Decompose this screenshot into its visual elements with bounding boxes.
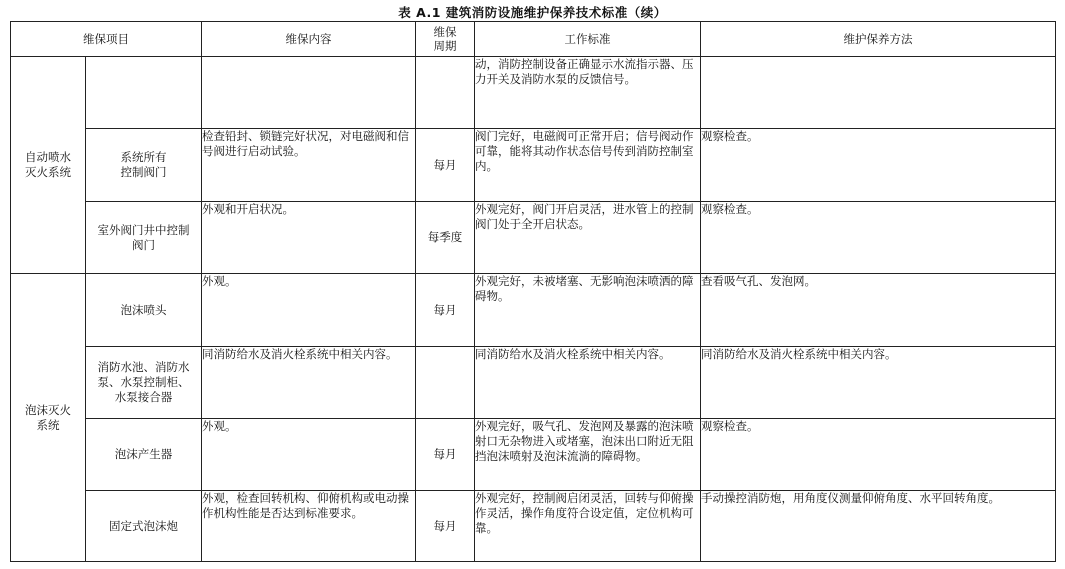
- method-cell: 观察检查。: [701, 202, 1056, 274]
- standard-cell: 外观完好，控制阀启闭灵活，回转与仰俯操作灵活，操作角度符合设定值，定位机构可靠。: [475, 491, 701, 562]
- content-cell: 外观和开启状况。: [202, 202, 416, 274]
- table-row: [11, 419, 1056, 491]
- standard-cell: 动，消防控制设备正确显示水流指示器、压力开关及消防水泵的反馈信号。: [475, 57, 701, 129]
- subitem-label: 室外阀门井中控制 阀门: [97, 222, 190, 252]
- subitem-cell: [86, 129, 202, 202]
- header-item: 维保项目: [11, 22, 202, 57]
- content-cell: 检查铅封、锁链完好状况，对电磁阀和信号阀进行启动试验。: [202, 129, 416, 202]
- group-name: 泡沫灭火 系统: [25, 402, 71, 432]
- subitem-cell: [86, 202, 202, 274]
- subitem-cell: [86, 347, 202, 419]
- header-method: 维护保养方法: [701, 22, 1056, 57]
- period-cell: 每月: [416, 129, 475, 202]
- header-standard: 工作标准: [475, 22, 701, 57]
- standard-cell: 外观完好，吸气孔、发泡网及暴露的泡沫喷射口无杂物进入或堵塞，泡沫出口附近无阻挡泡沫喷射及泡沫流淌的障碍物。: [475, 419, 701, 491]
- subitem-cell: 泡沫喷头: [86, 274, 202, 347]
- subitem-cell: 固定式泡沫炮: [86, 491, 202, 562]
- method-cell: 查看吸气孔、发泡网。: [701, 274, 1056, 347]
- header-period-text: 维保 周期: [433, 25, 457, 53]
- content-cell: 外观，检查回转机构、仰俯机构或电动操作机构性能是否达到标准要求。: [202, 491, 416, 562]
- standard-cell: 阀门完好，电磁阀可正常开启；信号阀动作可靠，能将其动作状态信号传到消防控制室内。: [475, 129, 701, 202]
- group-cell-sprinkler: [11, 57, 86, 274]
- table-row: [11, 491, 1056, 562]
- method-cell: [701, 57, 1056, 129]
- period-cell: 每月: [416, 491, 475, 562]
- header-content: 维保内容: [202, 22, 416, 57]
- header-period: [416, 22, 475, 57]
- subitem-label: 系统所有 控制阀门: [120, 150, 167, 179]
- maintenance-standards-table: [10, 21, 1056, 562]
- standard-cell: 同消防给水及消火栓系统中相关内容。: [475, 347, 701, 419]
- content-cell: 同消防给水及消火栓系统中相关内容。: [202, 347, 416, 419]
- group-name: 自动喷水 灭火系统: [25, 150, 71, 179]
- content-cell: [202, 57, 416, 129]
- period-cell: 每月: [416, 274, 475, 347]
- method-cell: 同消防给水及消火栓系统中相关内容。: [701, 347, 1056, 419]
- method-cell: 观察检查。: [701, 129, 1056, 202]
- table-row: [11, 274, 1056, 347]
- period-cell: 每月: [416, 419, 475, 491]
- subitem-label: 消防水池、消防水 泵、水泵控制柜、 水泵接合器: [97, 360, 190, 404]
- period-cell: [416, 57, 475, 129]
- content-cell: 外观。: [202, 419, 416, 491]
- table-row: [11, 347, 1056, 419]
- period-cell: [416, 347, 475, 419]
- group-cell-foam: [11, 274, 86, 562]
- standard-cell: 外观完好，阀门开启灵活，进水管上的控制阀门处于全开启状态。: [475, 202, 701, 274]
- standard-cell: 外观完好，未被堵塞、无影响泡沫喷洒的障碍物。: [475, 274, 701, 347]
- period-cell: 每季度: [416, 202, 475, 274]
- table-row: [11, 57, 1056, 129]
- table-row: [11, 129, 1056, 202]
- method-cell: 手动操控消防炮，用角度仪测量仰俯角度、水平回转角度。: [701, 491, 1056, 562]
- method-cell: 观察检查。: [701, 419, 1056, 491]
- subitem-cell: 泡沫产生器: [86, 419, 202, 491]
- content-cell: 外观。: [202, 274, 416, 347]
- header-row: [11, 22, 1056, 57]
- table-title: 表 A.1 建筑消防设施维护保养技术标准（续）: [398, 5, 667, 20]
- subitem-cell: [86, 57, 202, 129]
- table-row: [11, 202, 1056, 274]
